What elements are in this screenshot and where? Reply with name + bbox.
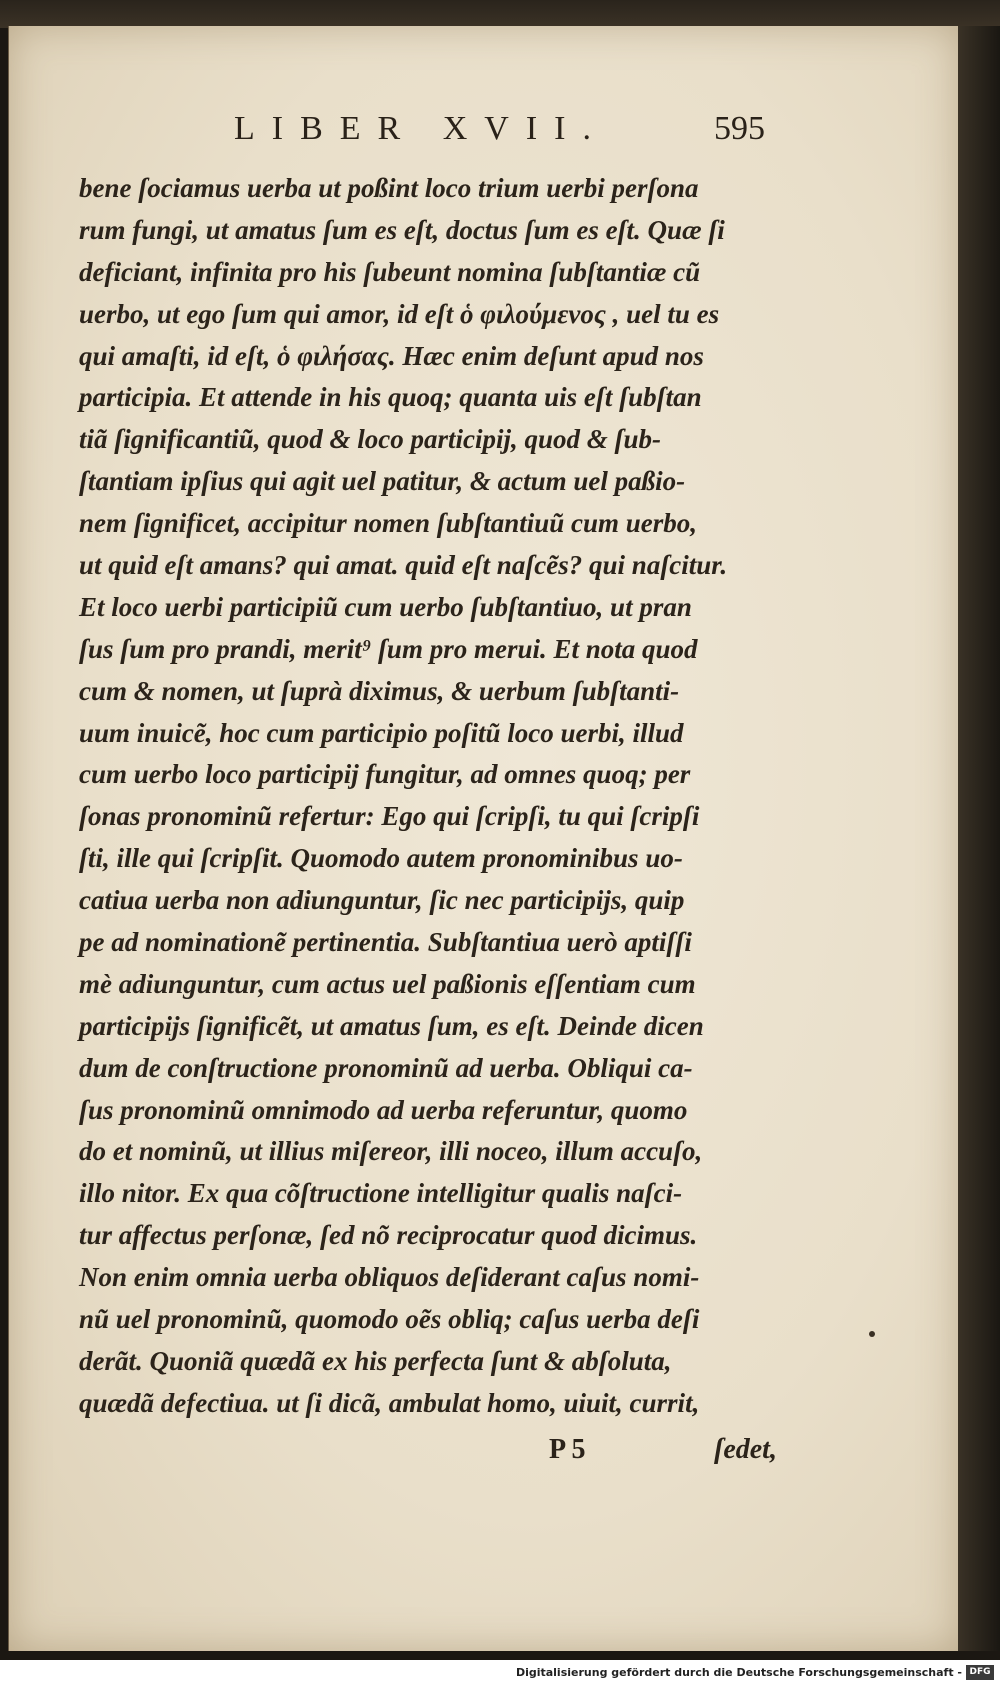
text-line: nem ſignificet, accipitur nomen ſubſtantiuũ cum uerbo, xyxy=(79,508,698,539)
text-line: nũ uel pronominũ, quomodo oẽs obliq; caſus uerba deſi xyxy=(79,1304,700,1335)
ink-spot xyxy=(869,1331,875,1337)
text-line: ſtantiam ipſius qui agit uel patitur, & actum uel paßio- xyxy=(79,466,686,497)
text-line: do et nominũ, ut illius miſereor, illi noceo, illum accuſo, xyxy=(79,1136,703,1167)
text-line: tur affectus perſonæ, ſed nõ reciprocatur quod dicimus. xyxy=(79,1220,698,1251)
text-line: pe ad nominationẽ pertinentia. Subſtantiua uerò aptiſſi xyxy=(79,927,692,958)
page-edge-shadow xyxy=(958,26,1000,1651)
page-header xyxy=(9,94,959,154)
text-line: ſonas pronominũ refertur: Ego qui ſcripſi, tu qui ſcripſi xyxy=(79,801,700,832)
text-line: participia. Et attende in his quoq; quanta uis eſt ſubſtan xyxy=(79,382,702,413)
text-line: ut quid eſt amans? qui amat. quid eſt naſcẽs? qui naſcitur. xyxy=(79,550,728,581)
text-line: Et loco uerbi participiũ cum uerbo ſubſtantiuo, ut pran xyxy=(79,591,692,622)
text-line: mè adiunguntur, cum actus uel paßionis eſſentiam cum xyxy=(79,968,696,999)
text-line: uerbo, ut ego ſum qui amor, id eſt ὁ φιλούμενος , uel tu es xyxy=(79,298,720,329)
scan-top-edge xyxy=(0,0,1000,28)
text-line: participijs ſignificẽt, ut amatus ſum, es eſt. Deinde dicen xyxy=(79,1010,704,1041)
dfg-logo-icon: DFG xyxy=(966,1665,994,1680)
text-line: cum uerbo loco participij fungitur, ad omnes quoq; per xyxy=(79,759,691,790)
book-page xyxy=(8,26,959,1651)
text-line: qui amaſti, id eſt, ὁ φιλήσας. Hæc enim deſunt apud nos xyxy=(79,340,704,371)
text-line: rum fungi, ut amatus ſum es eſt, doctus ſum es eſt. Quæ ſi xyxy=(79,214,725,245)
text-line: derãt. Quoniã quædã ex his perfecta ſunt & abſoluta, xyxy=(79,1345,672,1376)
text-line: cum & nomen, ut ſuprà diximus, & uerbum ſubſtanti- xyxy=(79,675,680,706)
text-line: Non enim omnia uerba obliquos deſiderant caſus nomi- xyxy=(79,1262,700,1293)
text-line: ſti, ille qui ſcripſit. Quomodo autem pronominibus uo- xyxy=(79,843,683,874)
text-line: ſus ſum pro prandi, merit⁹ ſum pro merui. Et nota quod xyxy=(79,633,698,664)
text-line: bene ſociamus uerba ut poßint loco trium uerbi perſona xyxy=(79,173,699,203)
text-line: quædã defectiua. ut ſi dicã, ambulat homo, uiuit, currit, xyxy=(79,1387,700,1418)
text-line: tiã ſignificantiũ, quod & loco participij, quod & ſub- xyxy=(79,424,662,455)
credit-bar xyxy=(0,1660,1000,1687)
text-line: ſus pronominũ omnimodo ad uerba referuntur, quomo xyxy=(79,1094,688,1125)
text-line: catiua uerba non adiunguntur, ſic nec participijs, quip xyxy=(79,885,685,916)
text-line: deficiant, infinita pro his ſubeunt nomina ſubſtantiæ cũ xyxy=(79,256,701,287)
body-text xyxy=(79,168,799,1425)
text-line: uum inuicẽ, hoc cum participio poſitũ loco uerbi, illud xyxy=(79,717,684,748)
catchword: ſedet, xyxy=(714,1434,777,1465)
page-number: 595 xyxy=(714,110,765,147)
text-line: illo nitor. Ex qua cõſtructione intelligitur qualis naſci- xyxy=(79,1178,683,1209)
funding-credit: Digitalisierung gefördert durch die Deutsche Forschungsgemeinschaft - xyxy=(515,1666,962,1679)
signature-mark: P 5 xyxy=(549,1434,586,1465)
running-head: LIBER XVII. xyxy=(234,110,608,147)
text-line: dum de conſtructione pronominũ ad uerba. Obliqui ca- xyxy=(79,1052,693,1083)
page-footer xyxy=(9,1426,959,1476)
